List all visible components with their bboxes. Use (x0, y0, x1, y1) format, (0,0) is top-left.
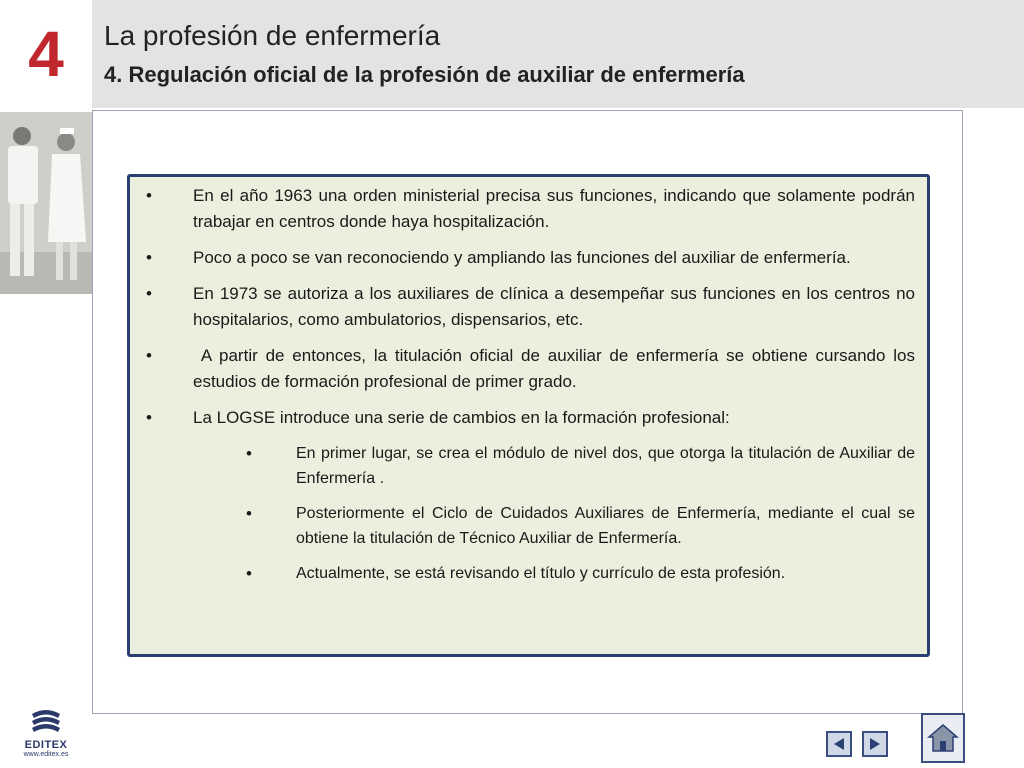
chapter-badge (0, 0, 92, 108)
sub-list-item-text: Posteriormente el Ciclo de Cuidados Auxiliares de Enfermería, mediante el cual se obtiene la titulación de Técnico Auxiliar de Enfermería. (296, 505, 915, 547)
page-subtitle: 4. Regulación oficial de la profesión de auxiliar de enfermería (104, 62, 745, 87)
list-item (138, 281, 915, 333)
sub-list-item (138, 501, 915, 551)
list-item-text: La LOGSE introduce una serie de cambios en la formación profesional: (193, 408, 730, 427)
chapter-number: 4 (28, 18, 64, 90)
editex-logo (14, 708, 78, 764)
bullet-dot: • (246, 564, 252, 583)
page-title: La profesión de enfermería (104, 20, 441, 51)
arrow-left-icon (831, 736, 847, 752)
sub-bullet-list (138, 441, 915, 586)
list-item (138, 245, 915, 271)
bullet-dot: • (246, 504, 252, 523)
logo-name: EDITEX (24, 739, 68, 751)
sub-list-item (138, 441, 915, 491)
bullet-dot: • (146, 186, 152, 205)
bullet-list (138, 183, 920, 431)
header-band (0, 0, 1024, 108)
list-item (138, 343, 920, 395)
home-button[interactable] (921, 713, 965, 763)
list-item-text: Poco a poco se van reconociendo y ampliando las funciones del auxiliar de enfermería. (193, 248, 851, 267)
list-item-text: En 1973 se autoriza a los auxiliares de clínica a desempeñar sus funciones en los centros no hospitalarios, como ambulatorios, dispensarios, etc. (193, 284, 915, 329)
bullet-dot: • (146, 408, 152, 427)
list-item (138, 405, 915, 431)
bullet-dot: • (146, 248, 152, 267)
logo-url: www.editex.es (23, 751, 69, 758)
editex-logo-icon (28, 708, 64, 734)
previous-slide-button[interactable] (826, 731, 852, 757)
bullet-dot: • (146, 346, 152, 365)
nurses-photo-illustration (0, 112, 92, 294)
next-slide-button[interactable] (862, 731, 888, 757)
arrow-right-icon (867, 736, 883, 752)
bullet-dot: • (146, 284, 152, 303)
list-item (138, 183, 915, 235)
bullet-box (127, 174, 930, 657)
sub-list-item-text: En primer lugar, se crea el módulo de nivel dos, que otorga la titulación de Auxiliar de Enfermería . (296, 445, 915, 487)
home-icon (927, 722, 959, 754)
list-item-text: En el año 1963 una orden ministerial precisa sus funciones, indicando que solamente podrán trabajar en centros donde haya hospitalización. (193, 186, 915, 231)
list-item-text: A partir de entonces, la titulación oficial de auxiliar de enfermería se obtiene cursando los estudios de formación profesional de primer grado. (193, 346, 920, 391)
nurses-photo (0, 112, 92, 294)
sub-list-item-text: Actualmente, se está revisando el título y currículo de esta profesión. (296, 565, 786, 582)
bullet-dot: • (246, 444, 252, 463)
sub-list-item (138, 561, 915, 586)
